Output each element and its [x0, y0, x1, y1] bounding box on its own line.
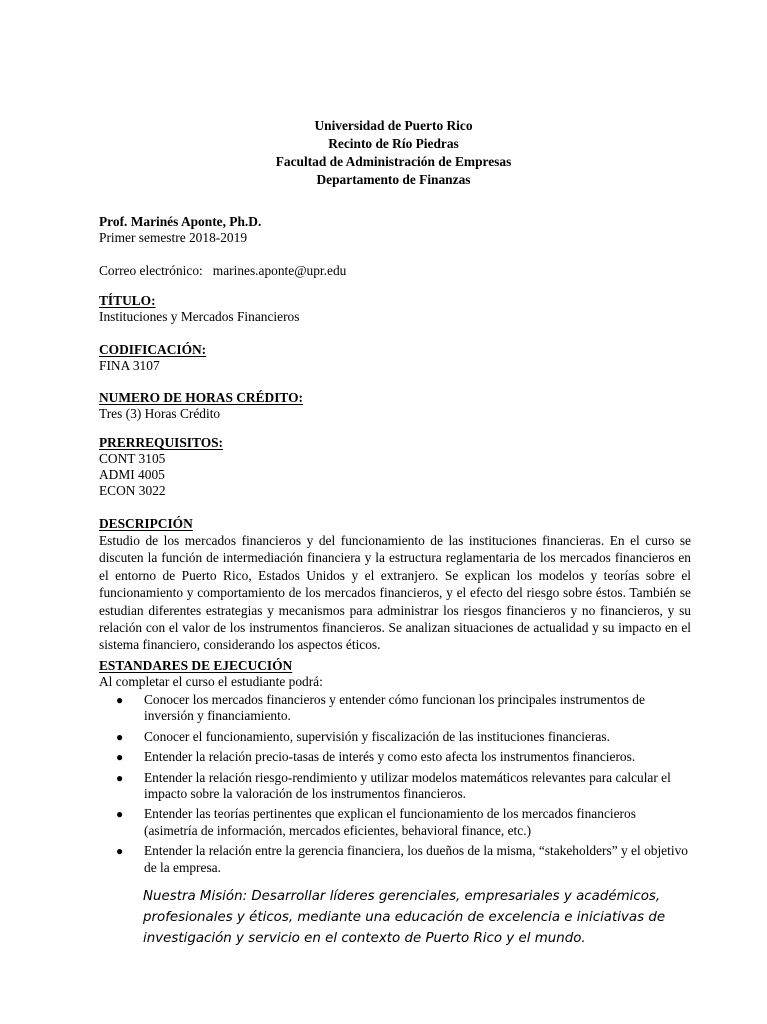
- list-item: ● Entender la relación precio-tasas de interés y como esto afecta los instrumentos financieros.: [116, 749, 636, 765]
- list-item: ● Entender la relación riesgo-rendimiento y utilizar modelos matemáticos relevantes para calcular el impacto sobre la valoración de los instrumentos financieros.: [116, 769, 671, 802]
- professor-block: [99, 214, 691, 246]
- bullet-icon: ●: [116, 844, 124, 859]
- bullet-icon: ●: [116, 693, 124, 707]
- mission-statement: Nuestra Misión: Desarrollar líderes gerenciales, empresariales y académicos, profesionales y éticos, mediante una educación de excelencia e iniciativas de investigación y servicio en el contexto de Puerto Rico y el mundo.: [143, 889, 666, 946]
- horas-section: [99, 390, 691, 422]
- email-link[interactable]: marines.aponte@upr.edu: [212, 263, 347, 278]
- estandares-heading: ESTANDARES DE EJECUCIÓN: [99, 658, 293, 673]
- codificacion-value: FINA 3107: [99, 358, 160, 373]
- estandares-intro: Al completar el curso el estudiante podrá:: [99, 674, 323, 689]
- list-item: ● Conocer los mercados financieros y entender cómo funcionan los principales instrumentos de inversión y financiamiento.: [116, 692, 645, 724]
- descripcion-section: [99, 516, 691, 654]
- titulo-value: Instituciones y Mercados Financieros: [99, 309, 300, 324]
- bullet-icon: ●: [116, 750, 124, 765]
- email-label: Correo electrónico:: [99, 263, 203, 278]
- list-item: ● Conocer el funcionamiento, supervisión y fiscalización de las instituciones financieras.: [116, 728, 610, 744]
- email-row: [99, 263, 691, 279]
- prerrequisito-item: ECON 3022: [99, 483, 166, 498]
- list-item: ● Entender la relación entre la gerencia financiera, los dueños de la misma, “stakeholders” y el objetivo de la empresa.: [116, 843, 688, 875]
- codificacion-section: [99, 342, 691, 374]
- horas-heading: NUMERO DE HORAS CRÉDITO:: [99, 390, 303, 405]
- university-name: Universidad de Puerto Rico: [314, 118, 473, 133]
- department-name: Departamento de Finanzas: [316, 172, 471, 187]
- prerrequisitos-section: [99, 435, 691, 499]
- prerrequisitos-heading: PRERREQUISITOS:: [99, 435, 224, 450]
- bullet-icon: ●: [116, 770, 124, 785]
- codificacion-heading: CODIFICACIÓN:: [99, 342, 207, 357]
- descripcion-heading: DESCRIPCIÓN: [99, 516, 193, 531]
- faculty-name: Facultad de Administración de Empresas: [275, 154, 512, 169]
- bullet-icon: ●: [116, 807, 124, 822]
- institution-header: [0, 117, 767, 189]
- estandares-section: [99, 658, 691, 880]
- list-item: ● Entender las teorías pertinentes que explican el funcionamiento de los mercados financieros (asimetría de información, mercados eficientes, behavioral finance, etc.): [116, 806, 636, 838]
- estandares-list: [99, 692, 691, 876]
- titulo-section: [99, 293, 691, 325]
- campus-name: Recinto de Río Piedras: [328, 136, 459, 151]
- semester: Primer semestre 2018-2019: [99, 230, 248, 245]
- descripcion-text: Estudio de los mercados financieros y del funcionamiento de las instituciones financieras. En el curso se discuten la función de intermediación financiera y la estructura reglamentaria de los mercados financieros en el entorno de Puerto Rico, Estados Unidos y el extranjero. Se explican los modelos y teorías sobre el funcionamiento y comportamiento de los mercados financieros, y el efecto del riesgo sobre éstos. También se estudian diferentes estrategias y mecanismos para administrar los riesgos financieros y no financieros, y su relación con el valor de los instrumentos financieros. Se analizan situaciones de actualidad y su impacto en el sistema financiero, considerando los aspectos éticos.: [99, 533, 691, 653]
- professor-name: Prof. Marinés Aponte, Ph.D.: [99, 214, 262, 229]
- prerrequisito-item: ADMI 4005: [99, 467, 165, 482]
- horas-value: Tres (3) Horas Crédito: [99, 406, 221, 421]
- titulo-heading: TÍTULO:: [99, 293, 156, 308]
- bullet-icon: ●: [116, 729, 124, 744]
- prerrequisito-item: CONT 3105: [99, 451, 166, 466]
